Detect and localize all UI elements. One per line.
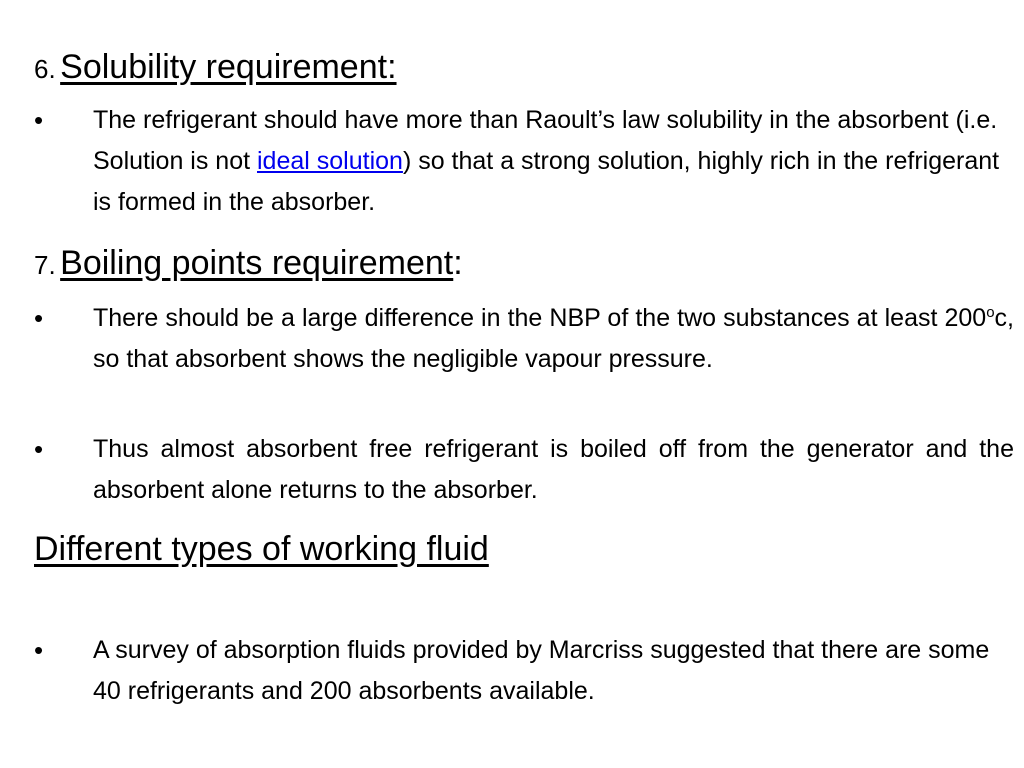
section-title: Boiling points requirement bbox=[60, 244, 454, 282]
nbp-difference-bullet bbox=[34, 298, 1014, 380]
section-title: Solubility requirement: bbox=[60, 48, 397, 86]
bullet-text bbox=[93, 298, 1014, 380]
working-fluid-heading bbox=[34, 532, 489, 566]
section-title-colon: : bbox=[453, 244, 463, 282]
ideal-solution-link[interactable]: ideal solution bbox=[257, 147, 403, 175]
bullet-text: A survey of absorption fluids provided by Marcriss suggested that there are some 40 refrigerants and 200 absorbents available. bbox=[93, 636, 990, 705]
text-part: The refrigerant should have more than Raoult’s law solubility in the absorbent (i.e. Solution is not bbox=[93, 106, 998, 175]
section-number: 7. bbox=[34, 250, 56, 280]
bullet-dot: • bbox=[34, 303, 44, 333]
section-title: Different types of working fluid bbox=[34, 530, 489, 568]
survey-bullet bbox=[34, 630, 1014, 712]
section-number: 6. bbox=[34, 54, 56, 84]
solubility-heading bbox=[34, 50, 397, 84]
bullet-dot: • bbox=[34, 635, 44, 665]
degree-superscript: o bbox=[986, 304, 995, 321]
text-part: c, so that absorbent shows the negligible vapour pressure. bbox=[93, 304, 1014, 373]
text-part: ) so that a strong solution, highly rich in the refrigerant is formed in the absorber. bbox=[93, 147, 1000, 216]
bullet-text: Thus almost absorbent free refrigerant is boiled off from the generator and the absorbent alone returns to the absorber. bbox=[93, 435, 1014, 504]
boiling-points-heading bbox=[34, 246, 463, 280]
bullet-dot: • bbox=[34, 105, 44, 135]
bullet-dot: • bbox=[34, 434, 44, 464]
bullet-text bbox=[93, 100, 1014, 223]
text-part: There should be a large difference in the NBP of the two substances at least 200 bbox=[93, 304, 987, 332]
solubility-bullet bbox=[34, 100, 1014, 223]
boiled-off-bullet bbox=[34, 429, 1014, 511]
